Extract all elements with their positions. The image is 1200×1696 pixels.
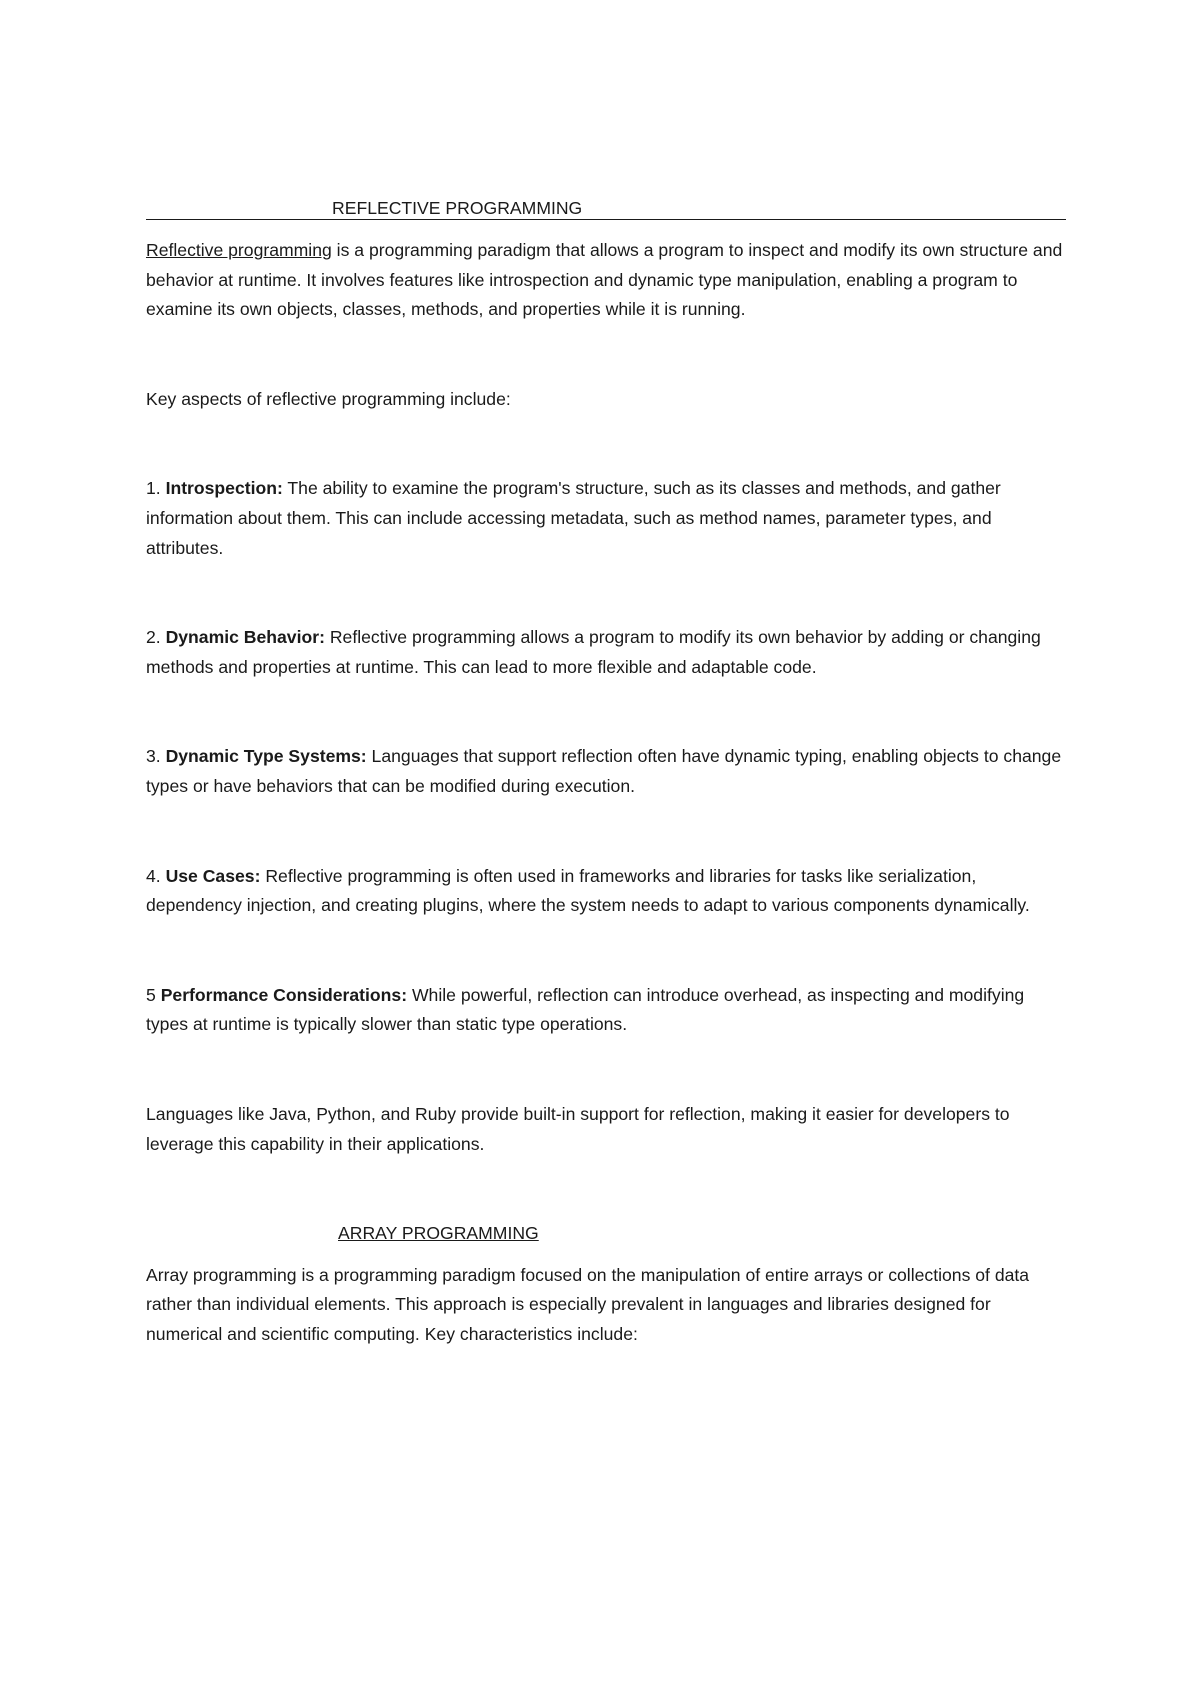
document-body: [146, 193, 1066, 1349]
aspect-text: Reflective programming is often used in frameworks and libraries for tasks like serialization, dependency injection, and creating plugins, where the system needs to adapt to various components dynamically.: [146, 865, 1030, 916]
aspect-number: 2.: [146, 627, 166, 648]
aspect-number: 1.: [146, 478, 166, 499]
reflective-intro-text: is a programming paradigm that allows a program to inspect and modify its own structure and behavior at runtime. It involves features like introspection and dynamic type manipulation, enabling a program to examine its own objects, classes, methods, and properties while it is running.: [146, 240, 1063, 320]
aspect-performance: [146, 981, 1066, 1040]
array-intro-paragraph: Array programming is a programming paradigm focused on the manipulation of entire arrays or collections of data rather than individual elements. This approach is especially prevalent in languages and libraries designed for numerical and scientific computing. Key characteristics include:: [146, 1264, 1030, 1344]
aspect-term: Performance Considerations:: [160, 984, 408, 1005]
aspect-text: The ability to examine the program's structure, such as its classes and methods, and gather information about them. This can include accessing metadata, such as method names, parameter types, and attributes.: [146, 478, 1001, 558]
aspect-term: Dynamic Type Systems:: [165, 746, 367, 767]
aspect-text: Languages that support reflection often have dynamic typing, enabling objects to change types or have behaviors that can be modified during execution.: [146, 746, 1062, 796]
aspect-dynamic-behavior: [146, 623, 1066, 682]
aspect-number: 5: [146, 984, 161, 1005]
key-aspects-intro: Key aspects of reflective programming include:: [146, 388, 511, 409]
aspect-term: Dynamic Behavior:: [165, 627, 325, 648]
aspect-dynamic-type-systems: [146, 742, 1066, 801]
aspect-use-cases: [146, 862, 1066, 921]
reflective-intro-link[interactable]: Reflective programming: [146, 240, 332, 260]
reflective-intro-paragraph: [146, 236, 1066, 325]
aspect-number: 4.: [146, 865, 166, 886]
aspect-text: While powerful, reflection can introduce overhead, as inspecting and modifying types at runtime is typically slower than static type operations.: [146, 984, 1025, 1035]
languages-paragraph: Languages like Java, Python, and Ruby provide built-in support for reflection, making it easier for developers to leverage this capability in their applications.: [146, 1103, 1010, 1154]
aspect-text: Reflective programming allows a program to modify its own behavior by adding or changing methods and properties at runtime. This can lead to more flexible and adaptable code.: [146, 627, 1041, 677]
aspect-term: Use Cases:: [165, 865, 261, 886]
array-heading-line: [146, 1219, 1066, 1249]
array-heading: ARRAY PROGRAMMING: [338, 1223, 539, 1244]
aspect-term: Introspection:: [165, 478, 283, 499]
reflective-heading: REFLECTIVE PROGRAMMING: [332, 198, 583, 218]
aspect-introspection: [146, 474, 1066, 563]
aspect-number: 3.: [146, 746, 166, 767]
reflective-heading-line: [146, 193, 1066, 220]
